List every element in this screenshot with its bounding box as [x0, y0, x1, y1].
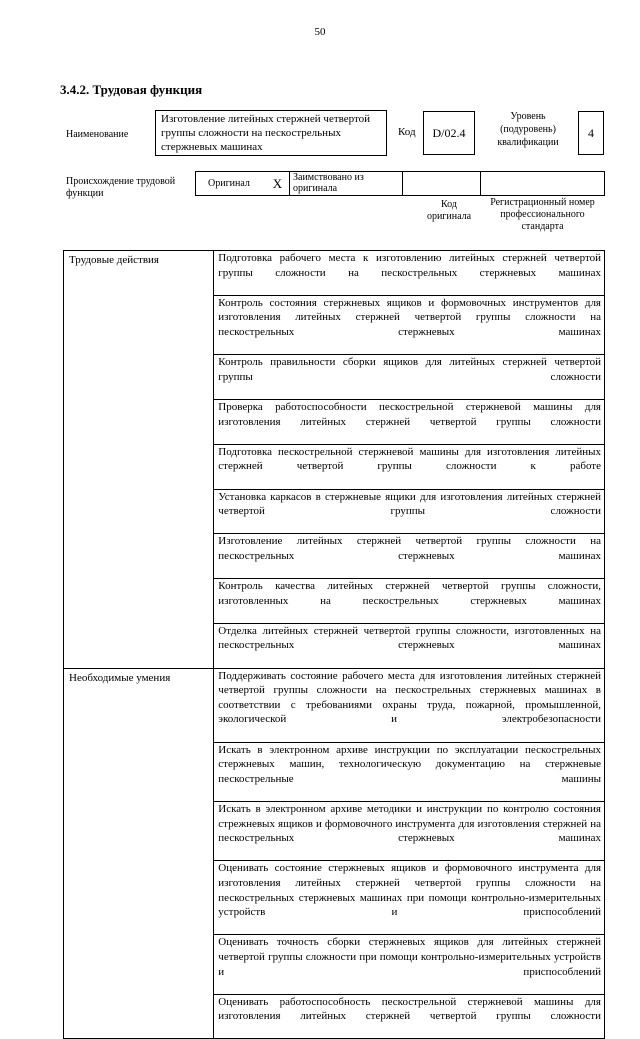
action-item: Контроль правильности сборки ящиков для литейных стержней четвертой группы сложности [214, 355, 604, 400]
action-item: Отделка литейных стержней четвертой группы сложности, изготовленных на пескострельных стержневых машинах [218, 624, 601, 652]
level-label: Уровень (подуровень) квалификации [497, 111, 559, 148]
action-item: Контроль состояния стержневых ящиков и формовочных инструментов для изготовления литейных стержней четвертой группы сложности на пескострельных стержневых машинах [214, 296, 604, 355]
skills-label: Необходимые умения [64, 668, 214, 1039]
skill-item: Оценивать состояние стержневых ящиков и формовочного инструмента для изготовления литейных стержней четвертой группы сложности на пескострельных стержневых машинах при помощи контрольно-измерительных устройств и приспособлений [214, 861, 604, 935]
actions-row [64, 251, 605, 669]
original-cell: Оригинал [208, 178, 250, 189]
name-label: Наименование [66, 129, 129, 140]
level-field: 4 [578, 111, 604, 155]
action-item: Подготовка рабочего места к изготовлению литейных стержней четвертой группы сложности на пескострельных стержневых машинах [214, 251, 604, 296]
skill-item: Поддерживать состояние рабочего места для изготовления литейных стержней четвертой группы сложности на пескострельных стержневых машинах в соответствии с требованиями охраны труда, пожарной, промышленной, экологической и электробезопасности [214, 669, 604, 743]
section-title: 3.4.2. Трудовая функция [60, 82, 203, 97]
function-name-field: Изготовление литейных стержней четвертой группы сложности на пескострельных стержневых машинах [155, 110, 387, 156]
action-item: Контроль качества литейных стержней четвертой группы сложности, изготовленных на пескострельных стержневых машинах [214, 579, 604, 624]
actions-label: Трудовые действия [64, 251, 214, 669]
code-label: Код [398, 126, 416, 138]
action-item: Установка каркасов в стержневые ящики для изготовления литейных стержней четвертой группы сложности [214, 490, 604, 535]
skills-list [214, 668, 605, 1039]
actions-list [214, 251, 605, 669]
code-original-cell [403, 172, 481, 195]
function-table [63, 250, 605, 1039]
code-field: D/02.4 [423, 111, 475, 155]
action-item: Подготовка пескострельной стержневой машины для изготовления литейных стержней четвертой группы сложности к работе [214, 445, 604, 490]
skills-row [64, 668, 605, 1039]
skill-item: Оценивать точность сборки стержневых ящиков для литейных стержней четвертой группы сложности при помощи контрольно-измерительных устройств и приспособлений [214, 935, 604, 994]
origin-label: Происхождение трудовой функции [66, 176, 176, 199]
reg-number-caption: Регистрационный номер профессионального стандарта [490, 197, 595, 232]
reg-number-cell [481, 172, 605, 195]
code-original-caption: Код оригинала [426, 199, 472, 222]
page-number: 50 [314, 26, 326, 38]
skill-item: Оценивать работоспособность пескострельной стержневой машины для изготовления литейных стержней четвертой группы сложности [218, 995, 601, 1023]
original-mark: X [266, 172, 290, 195]
skill-item: Искать в электронном архиве методики и инструкции по контролю состояния стрежневых ящиков и формовочного инструмента для изготовления стержней на пескострельных стержневых машинах [214, 802, 604, 861]
action-item: Изготовление литейных стержней четвертой группы сложности на пескострельных стержневых машинах [214, 534, 604, 579]
borrowed-cell: Заимствовано из оригинала [290, 172, 403, 195]
skill-item: Искать в электронном архиве инструкции по эксплуатации пескострельных стержневых машин, технологическую документацию на стержневые пескострельные машины [214, 743, 604, 802]
origin-row [195, 171, 605, 196]
action-item: Проверка работоспособности пескострельной стержневой машины для изготовления литейных стержней четвертой группы сложности [214, 400, 604, 445]
